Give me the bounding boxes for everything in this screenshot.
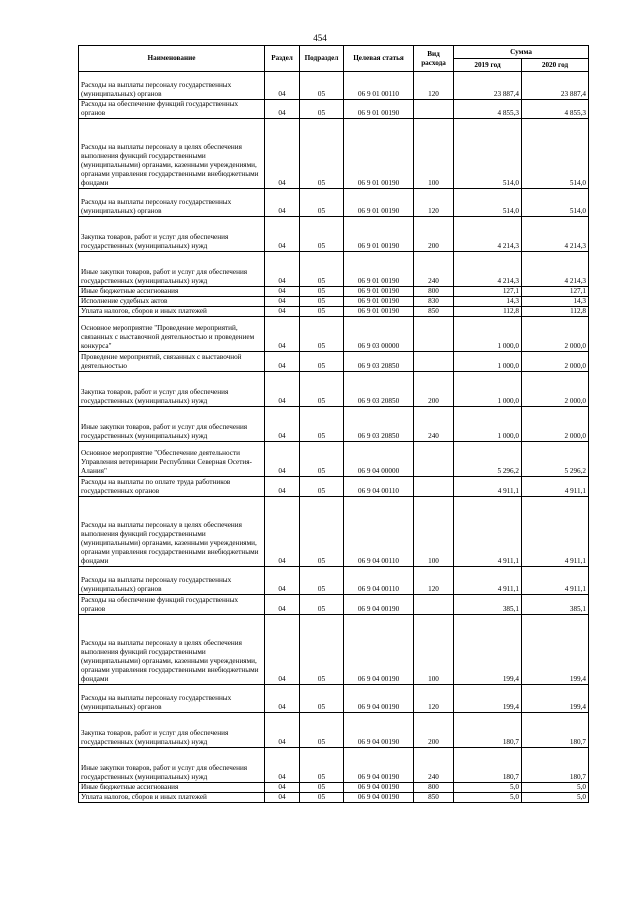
row-name: Исполнение судебных актов xyxy=(79,297,265,307)
row-sum-2019: 4 911,1 xyxy=(454,567,522,595)
row-section: 04 xyxy=(265,595,300,615)
row-target-article: 06 9 01 00190 xyxy=(344,287,414,297)
row-section: 04 xyxy=(265,352,300,372)
row-sum-2020: 2 000,0 xyxy=(522,317,589,352)
row-name: Закупка товаров, работ и услуг для обеспечения государственных (муниципальных) нужд xyxy=(79,372,265,407)
row-sum-2020: 5,0 xyxy=(522,783,589,793)
table-row xyxy=(79,287,589,297)
table-row xyxy=(79,442,589,477)
table-row xyxy=(79,189,589,217)
row-section: 04 xyxy=(265,497,300,567)
row-name: Иные бюджетные ассигнования xyxy=(79,783,265,793)
row-expense-type xyxy=(414,442,454,477)
row-sum-2019: 1 000,0 xyxy=(454,352,522,372)
row-sum-2020: 4 855,3 xyxy=(522,100,589,119)
row-sum-2020: 180,7 xyxy=(522,713,589,748)
row-section: 04 xyxy=(265,713,300,748)
row-subsection: 05 xyxy=(300,372,344,407)
table-row xyxy=(79,615,589,685)
row-name: Проведение мероприятий, связанных с выставочной деятельностью xyxy=(79,352,265,372)
row-target-article: 06 9 04 00110 xyxy=(344,567,414,595)
header-section: Раздел xyxy=(265,46,300,72)
header-target-article: Целевая статья xyxy=(344,46,414,72)
table-row xyxy=(79,595,589,615)
row-expense-type: 240 xyxy=(414,748,454,783)
row-expense-type: 850 xyxy=(414,307,454,317)
row-section: 04 xyxy=(265,567,300,595)
row-sum-2020: 5,0 xyxy=(522,793,589,803)
header-name: Наименование xyxy=(79,46,265,72)
row-section: 04 xyxy=(265,442,300,477)
row-sum-2019: 1 000,0 xyxy=(454,372,522,407)
row-subsection: 05 xyxy=(300,252,344,287)
row-name: Основное мероприятие "Проведение мероприятий, связанных с выставочной деятельностью и проведением конкурса" xyxy=(79,317,265,352)
table-row xyxy=(79,252,589,287)
row-sum-2019: 4 911,1 xyxy=(454,477,522,497)
row-name: Расходы на обеспечение функций государственных органов xyxy=(79,100,265,119)
row-sum-2020: 4 911,1 xyxy=(522,477,589,497)
row-name: Иные закупки товаров, работ и услуг для обеспечения государственных (муниципальных) нужд xyxy=(79,407,265,442)
row-expense-type xyxy=(414,595,454,615)
row-sum-2020: 4 214,3 xyxy=(522,217,589,252)
row-sum-2019: 5 296,2 xyxy=(454,442,522,477)
row-subsection: 05 xyxy=(300,685,344,713)
row-name: Иные закупки товаров, работ и услуг для обеспечения государственных (муниципальных) нужд xyxy=(79,252,265,287)
row-target-article: 06 9 01 00190 xyxy=(344,307,414,317)
header-sum: Сумма xyxy=(454,46,589,59)
row-target-article: 06 9 04 00000 xyxy=(344,442,414,477)
row-target-article: 06 9 01 00190 xyxy=(344,100,414,119)
row-expense-type: 850 xyxy=(414,793,454,803)
row-expense-type xyxy=(414,317,454,352)
row-section: 04 xyxy=(265,748,300,783)
table-row xyxy=(79,477,589,497)
row-sum-2019: 112,8 xyxy=(454,307,522,317)
row-sum-2020: 14,3 xyxy=(522,297,589,307)
row-sum-2020: 112,8 xyxy=(522,307,589,317)
row-sum-2019: 1 000,0 xyxy=(454,407,522,442)
row-subsection: 05 xyxy=(300,307,344,317)
row-expense-type: 200 xyxy=(414,713,454,748)
row-expense-type: 100 xyxy=(414,497,454,567)
page-number: 454 xyxy=(313,33,327,43)
header-year-2020: 2020 год xyxy=(522,59,589,72)
row-sum-2019: 23 887,4 xyxy=(454,72,522,100)
row-expense-type xyxy=(414,477,454,497)
row-expense-type: 800 xyxy=(414,287,454,297)
row-expense-type xyxy=(414,100,454,119)
row-section: 04 xyxy=(265,252,300,287)
row-expense-type: 100 xyxy=(414,119,454,189)
row-target-article: 06 9 03 20850 xyxy=(344,372,414,407)
table-row xyxy=(79,119,589,189)
row-target-article: 06 9 01 00190 xyxy=(344,119,414,189)
table-row xyxy=(79,352,589,372)
row-sum-2020: 199,4 xyxy=(522,685,589,713)
row-sum-2019: 4 855,3 xyxy=(454,100,522,119)
row-name: Расходы на выплаты персоналу государственных (муниципальных) органов xyxy=(79,189,265,217)
row-name: Основное мероприятие "Обеспечение деятельности Управления ветеринарии Республики Северная Осетия-Алания" xyxy=(79,442,265,477)
row-name: Расходы на выплаты персоналу в целях обеспечения выполнения функций государственными (муниципальными) органами, казенными учреждениями, органами управления государственными внебюджетными фондами xyxy=(79,615,265,685)
row-expense-type: 240 xyxy=(414,407,454,442)
row-section: 04 xyxy=(265,297,300,307)
header-subsection: Подраздел xyxy=(300,46,344,72)
row-section: 04 xyxy=(265,783,300,793)
row-sum-2019: 514,0 xyxy=(454,189,522,217)
row-subsection: 05 xyxy=(300,497,344,567)
table-row xyxy=(79,100,589,119)
row-target-article: 06 9 04 00190 xyxy=(344,615,414,685)
row-name: Уплата налогов, сборов и иных платежей xyxy=(79,307,265,317)
table-row xyxy=(79,497,589,567)
row-section: 04 xyxy=(265,119,300,189)
row-sum-2019: 5,0 xyxy=(454,793,522,803)
row-sum-2020: 5 296,2 xyxy=(522,442,589,477)
row-name: Расходы на выплаты по оплате труда работников государственных органов xyxy=(79,477,265,497)
row-target-article: 06 9 01 00190 xyxy=(344,217,414,252)
row-subsection: 05 xyxy=(300,615,344,685)
table-row xyxy=(79,685,589,713)
table-row xyxy=(79,407,589,442)
row-target-article: 06 9 04 00190 xyxy=(344,685,414,713)
row-subsection: 05 xyxy=(300,297,344,307)
header-expense-type: Вид расхода xyxy=(414,46,454,72)
row-section: 04 xyxy=(265,477,300,497)
row-sum-2020: 2 000,0 xyxy=(522,407,589,442)
row-expense-type: 120 xyxy=(414,685,454,713)
row-section: 04 xyxy=(265,685,300,713)
row-target-article: 06 9 01 00110 xyxy=(344,72,414,100)
row-section: 04 xyxy=(265,287,300,297)
row-target-article: 06 9 01 00190 xyxy=(344,189,414,217)
row-sum-2019: 4 214,3 xyxy=(454,217,522,252)
row-target-article: 06 9 04 00190 xyxy=(344,713,414,748)
row-name: Иные бюджетные ассигнования xyxy=(79,287,265,297)
row-subsection: 05 xyxy=(300,595,344,615)
row-name: Закупка товаров, работ и услуг для обеспечения государственных (муниципальных) нужд xyxy=(79,713,265,748)
row-expense-type xyxy=(414,352,454,372)
row-subsection: 05 xyxy=(300,407,344,442)
row-section: 04 xyxy=(265,307,300,317)
row-expense-type: 120 xyxy=(414,189,454,217)
row-subsection: 05 xyxy=(300,713,344,748)
row-section: 04 xyxy=(265,615,300,685)
row-sum-2019: 199,4 xyxy=(454,685,522,713)
row-sum-2019: 4 214,3 xyxy=(454,252,522,287)
row-subsection: 05 xyxy=(300,567,344,595)
row-target-article: 06 9 04 00190 xyxy=(344,595,414,615)
row-name: Расходы на выплаты персоналу в целях обеспечения выполнения функций государственными (муниципальными) органами, казенными учреждениями, органами управления государственными внебюджетными фондами xyxy=(79,119,265,189)
row-sum-2019: 1 000,0 xyxy=(454,317,522,352)
row-section: 04 xyxy=(265,217,300,252)
row-expense-type: 100 xyxy=(414,615,454,685)
row-section: 04 xyxy=(265,189,300,217)
row-section: 04 xyxy=(265,407,300,442)
row-sum-2020: 180,7 xyxy=(522,748,589,783)
table-row xyxy=(79,307,589,317)
row-sum-2020: 2 000,0 xyxy=(522,352,589,372)
row-target-article: 06 9 04 00190 xyxy=(344,793,414,803)
row-target-article: 06 9 04 00190 xyxy=(344,783,414,793)
row-expense-type: 200 xyxy=(414,217,454,252)
row-sum-2020: 514,0 xyxy=(522,189,589,217)
row-subsection: 05 xyxy=(300,217,344,252)
table-row xyxy=(79,713,589,748)
row-sum-2019: 5,0 xyxy=(454,783,522,793)
table-row xyxy=(79,72,589,100)
row-sum-2019: 180,7 xyxy=(454,713,522,748)
row-subsection: 05 xyxy=(300,477,344,497)
row-sum-2019: 199,4 xyxy=(454,615,522,685)
table-body xyxy=(79,72,589,803)
row-subsection: 05 xyxy=(300,189,344,217)
row-subsection: 05 xyxy=(300,100,344,119)
row-target-article: 06 9 04 00110 xyxy=(344,477,414,497)
row-sum-2019: 127,1 xyxy=(454,287,522,297)
row-section: 04 xyxy=(265,72,300,100)
row-sum-2020: 127,1 xyxy=(522,287,589,297)
row-name: Расходы на выплаты персоналу государственных (муниципальных) органов xyxy=(79,685,265,713)
row-subsection: 05 xyxy=(300,72,344,100)
row-name: Расходы на выплаты персоналу государственных (муниципальных) органов xyxy=(79,72,265,100)
row-name: Расходы на обеспечение функций государственных органов xyxy=(79,595,265,615)
row-sum-2019: 385,1 xyxy=(454,595,522,615)
row-expense-type: 240 xyxy=(414,252,454,287)
row-sum-2020: 23 887,4 xyxy=(522,72,589,100)
row-sum-2020: 4 214,3 xyxy=(522,252,589,287)
row-sum-2020: 4 911,1 xyxy=(522,567,589,595)
row-section: 04 xyxy=(265,793,300,803)
row-target-article: 06 9 04 00110 xyxy=(344,497,414,567)
row-subsection: 05 xyxy=(300,783,344,793)
row-sum-2020: 2 000,0 xyxy=(522,372,589,407)
row-name: Уплата налогов, сборов и иных платежей xyxy=(79,793,265,803)
row-sum-2020: 4 911,1 xyxy=(522,497,589,567)
table-row xyxy=(79,217,589,252)
row-subsection: 05 xyxy=(300,119,344,189)
row-subsection: 05 xyxy=(300,352,344,372)
row-target-article: 06 9 03 00000 xyxy=(344,317,414,352)
row-subsection: 05 xyxy=(300,287,344,297)
row-sum-2019: 180,7 xyxy=(454,748,522,783)
row-target-article: 06 9 01 00190 xyxy=(344,252,414,287)
row-sum-2019: 14,3 xyxy=(454,297,522,307)
table-row xyxy=(79,783,589,793)
row-subsection: 05 xyxy=(300,317,344,352)
row-expense-type: 200 xyxy=(414,372,454,407)
row-expense-type: 120 xyxy=(414,567,454,595)
row-sum-2019: 514,0 xyxy=(454,119,522,189)
row-section: 04 xyxy=(265,100,300,119)
row-sum-2020: 514,0 xyxy=(522,119,589,189)
row-sum-2020: 385,1 xyxy=(522,595,589,615)
table-row xyxy=(79,748,589,783)
table-row xyxy=(79,793,589,803)
table-row xyxy=(79,297,589,307)
row-sum-2019: 4 911,1 xyxy=(454,497,522,567)
row-section: 04 xyxy=(265,317,300,352)
row-subsection: 05 xyxy=(300,748,344,783)
row-name: Иные закупки товаров, работ и услуг для обеспечения государственных (муниципальных) нужд xyxy=(79,748,265,783)
row-subsection: 05 xyxy=(300,442,344,477)
table-row xyxy=(79,567,589,595)
row-target-article: 06 9 03 20850 xyxy=(344,352,414,372)
row-name: Расходы на выплаты персоналу государственных (муниципальных) органов xyxy=(79,567,265,595)
row-expense-type: 120 xyxy=(414,72,454,100)
table-row xyxy=(79,317,589,352)
row-name: Расходы на выплаты персоналу в целях обеспечения выполнения функций государственными (муниципальными) органами, казенными учреждениями, органами управления государственными внебюджетными фондами xyxy=(79,497,265,567)
row-target-article: 06 9 03 20850 xyxy=(344,407,414,442)
row-target-article: 06 9 01 00190 xyxy=(344,297,414,307)
row-section: 04 xyxy=(265,372,300,407)
budget-table xyxy=(78,45,589,803)
table-row xyxy=(79,372,589,407)
row-name: Закупка товаров, работ и услуг для обеспечения государственных (муниципальных) нужд xyxy=(79,217,265,252)
row-expense-type: 800 xyxy=(414,783,454,793)
header-year-2019: 2019 год xyxy=(454,59,522,72)
row-subsection: 05 xyxy=(300,793,344,803)
row-expense-type: 830 xyxy=(414,297,454,307)
row-sum-2020: 199,4 xyxy=(522,615,589,685)
row-target-article: 06 9 04 00190 xyxy=(344,748,414,783)
